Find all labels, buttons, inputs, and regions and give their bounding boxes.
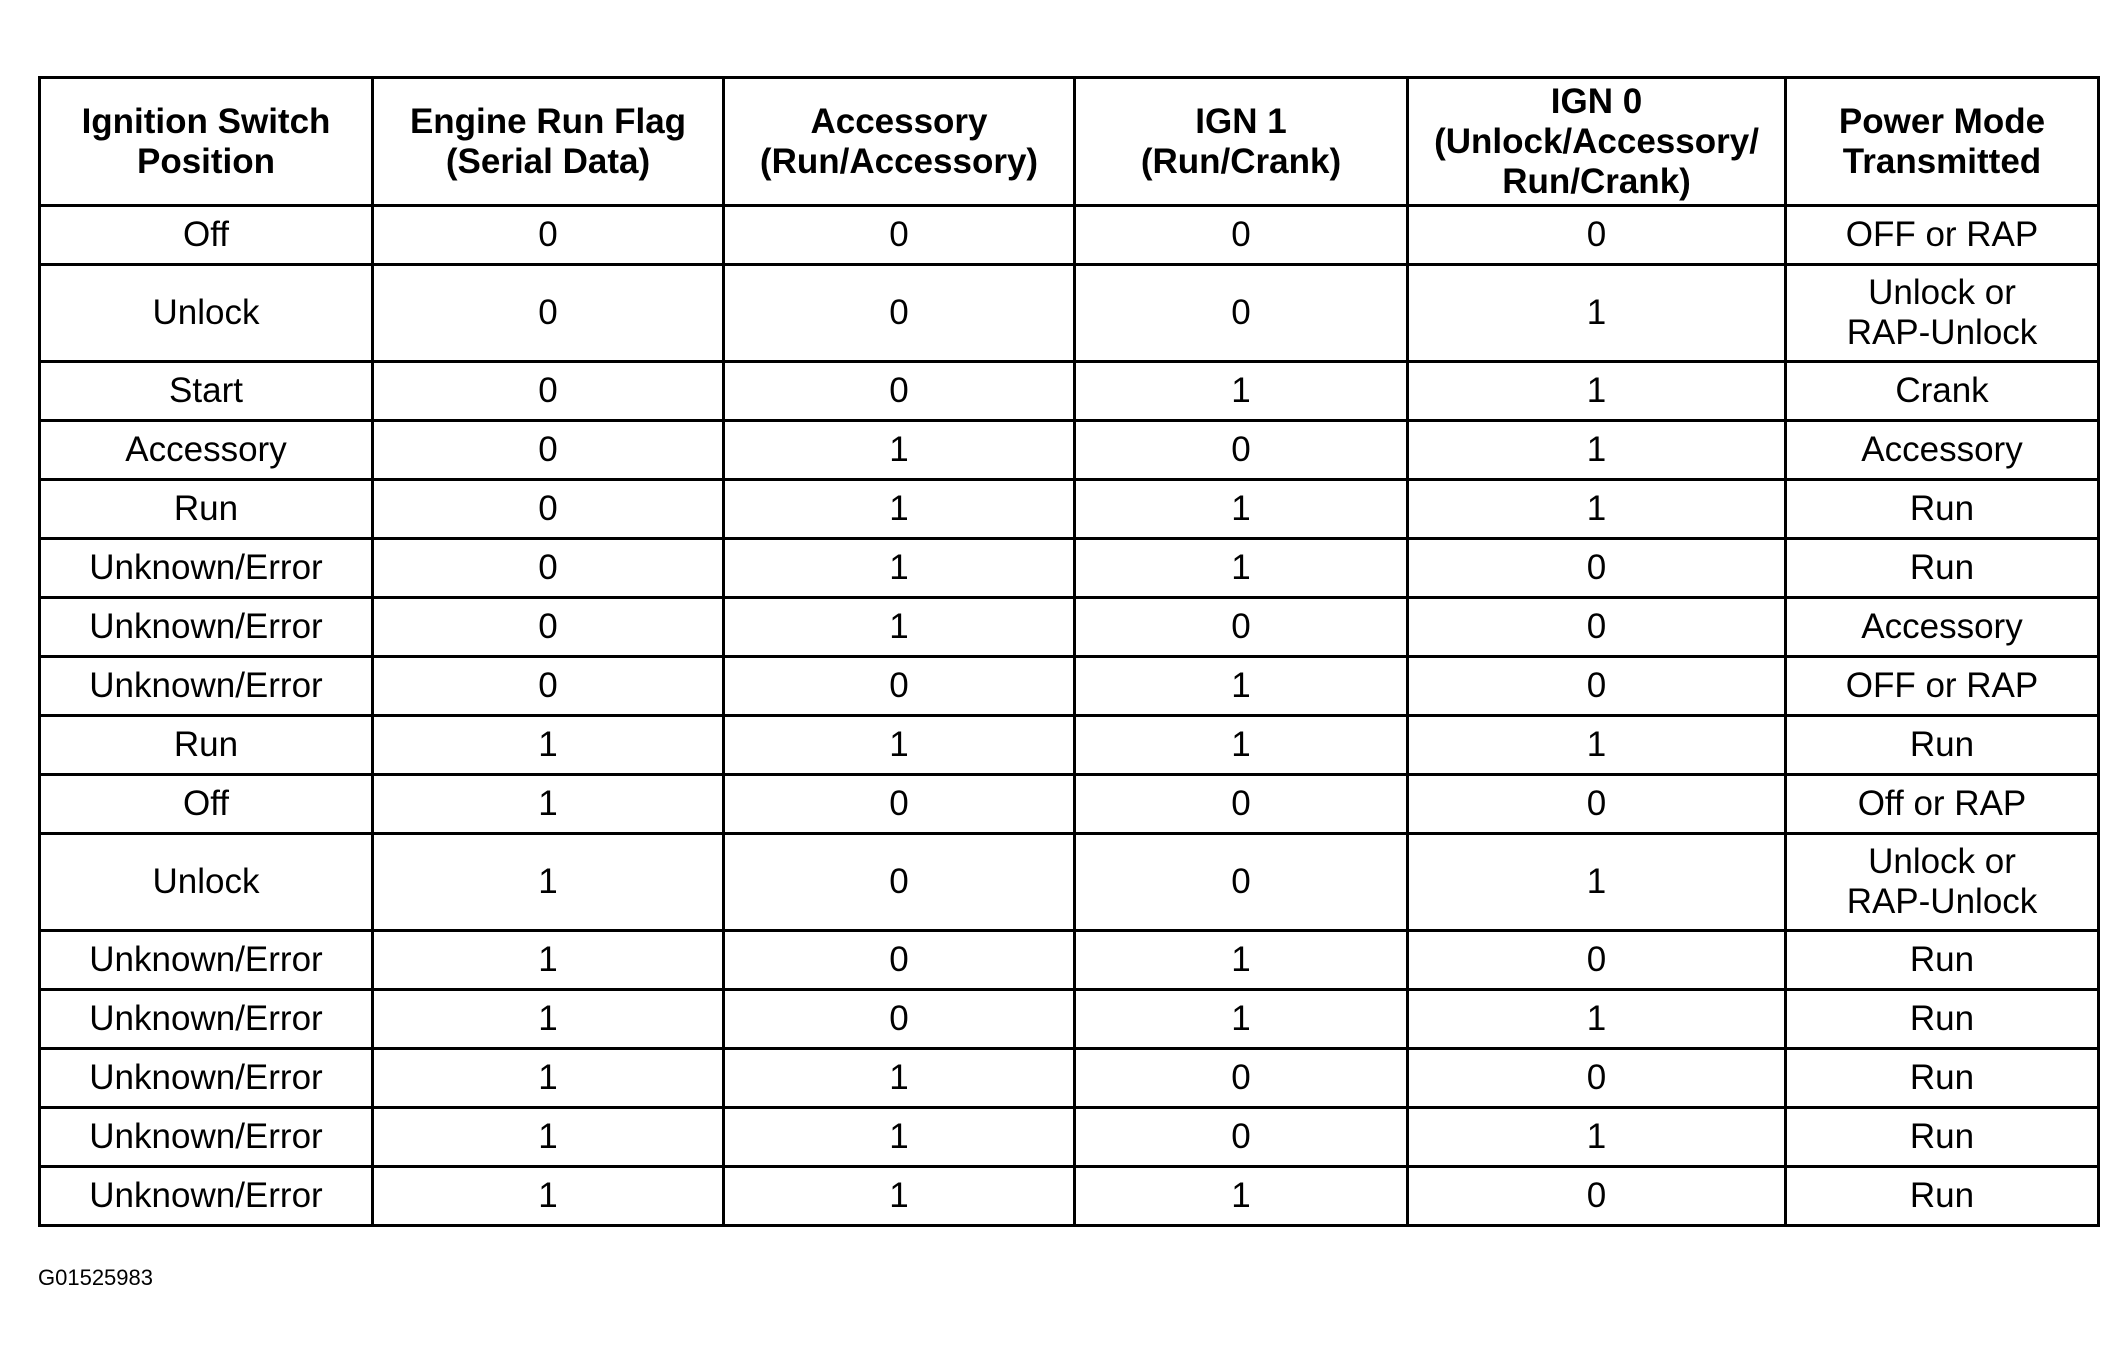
table-cell: 0 bbox=[1075, 1049, 1408, 1108]
table-row bbox=[40, 206, 2099, 265]
table-cell: 1 bbox=[724, 421, 1075, 480]
table-cell: 1 bbox=[373, 716, 724, 775]
table-cell: 1 bbox=[724, 1108, 1075, 1167]
column-header-6 bbox=[1786, 78, 2099, 206]
table-cell: 0 bbox=[1075, 598, 1408, 657]
table-cell: 0 bbox=[724, 931, 1075, 990]
table-cell: Run bbox=[1786, 931, 2099, 990]
table-cell: 0 bbox=[724, 206, 1075, 265]
table-cell: 1 bbox=[1075, 362, 1408, 421]
table-row bbox=[40, 598, 2099, 657]
column-header-2 bbox=[373, 78, 724, 206]
column-header-line: Run/Crank) bbox=[1502, 161, 1691, 201]
table-row bbox=[40, 931, 2099, 990]
table-cell: 0 bbox=[724, 362, 1075, 421]
table-row bbox=[40, 834, 2099, 931]
table-row bbox=[40, 1049, 2099, 1108]
table-cell: Run bbox=[1786, 990, 2099, 1049]
table-cell: Unknown/Error bbox=[40, 657, 373, 716]
table-cell: 0 bbox=[1408, 539, 1786, 598]
table-cell: 0 bbox=[373, 598, 724, 657]
table-cell: 1 bbox=[1075, 657, 1408, 716]
table-row bbox=[40, 990, 2099, 1049]
table-cell: 0 bbox=[373, 480, 724, 539]
column-header-5 bbox=[1408, 78, 1786, 206]
table-row bbox=[40, 1108, 2099, 1167]
table-cell: Unlock bbox=[40, 834, 373, 931]
column-header-4 bbox=[1075, 78, 1408, 206]
table-body bbox=[40, 206, 2099, 1226]
table-cell: 1 bbox=[373, 1108, 724, 1167]
table-row bbox=[40, 539, 2099, 598]
table-cell: Run bbox=[1786, 1049, 2099, 1108]
table-row bbox=[40, 716, 2099, 775]
table-cell: Off or RAP bbox=[1786, 775, 2099, 834]
column-header-1 bbox=[40, 78, 373, 206]
column-header-line: Position bbox=[136, 141, 276, 181]
table-cell: 0 bbox=[1075, 421, 1408, 480]
table-cell: 0 bbox=[373, 362, 724, 421]
table-cell: Off bbox=[40, 206, 373, 265]
table-cell: 1 bbox=[724, 1049, 1075, 1108]
table-row bbox=[40, 362, 2099, 421]
table-row bbox=[40, 480, 2099, 539]
column-header-line: IGN 1 bbox=[1195, 101, 1287, 141]
table-cell: Accessory bbox=[1786, 421, 2099, 480]
table-cell: 0 bbox=[724, 775, 1075, 834]
cell-line: Unlock or bbox=[1868, 842, 2016, 881]
table-cell: 0 bbox=[1075, 775, 1408, 834]
table-cell: Run bbox=[1786, 480, 2099, 539]
column-header-line: (Run/Accessory) bbox=[759, 141, 1039, 181]
table-cell: 1 bbox=[373, 775, 724, 834]
column-header-line: Engine Run Flag bbox=[409, 101, 687, 141]
table-cell: 1 bbox=[1075, 931, 1408, 990]
table-cell: Unknown/Error bbox=[40, 1108, 373, 1167]
table-cell: Unknown/Error bbox=[40, 990, 373, 1049]
figure-id: G01525983 bbox=[38, 1265, 153, 1290]
table-cell: 1 bbox=[1408, 1108, 1786, 1167]
table-cell: 0 bbox=[1075, 834, 1408, 931]
table-cell: 1 bbox=[724, 716, 1075, 775]
table-row bbox=[40, 775, 2099, 834]
table-cell: Start bbox=[40, 362, 373, 421]
table-cell: 1 bbox=[1408, 265, 1786, 362]
column-header-line: (Run/Crank) bbox=[1140, 141, 1342, 181]
table-cell: 0 bbox=[1408, 1049, 1786, 1108]
table-row bbox=[40, 657, 2099, 716]
table-cell: 0 bbox=[373, 657, 724, 716]
table-cell: 0 bbox=[373, 421, 724, 480]
table-cell: 0 bbox=[1408, 931, 1786, 990]
table-cell: Run bbox=[1786, 1108, 2099, 1167]
table-cell bbox=[1786, 265, 2099, 362]
table-cell: 1 bbox=[1408, 834, 1786, 931]
table-cell: 0 bbox=[373, 539, 724, 598]
ignition-power-mode-table bbox=[38, 76, 2100, 1227]
table-cell: 0 bbox=[1408, 598, 1786, 657]
table-cell: 0 bbox=[1075, 1108, 1408, 1167]
table-cell: 0 bbox=[1408, 1167, 1786, 1226]
cell-line: Unlock or bbox=[1868, 273, 2016, 312]
table-cell: Unknown/Error bbox=[40, 931, 373, 990]
ignition-power-mode-table-container bbox=[38, 76, 2097, 1227]
cell-line: RAP-Unlock bbox=[1846, 882, 2038, 921]
table-cell: Accessory bbox=[40, 421, 373, 480]
table-cell: Run bbox=[1786, 539, 2099, 598]
table-row bbox=[40, 1167, 2099, 1226]
table-cell: 0 bbox=[373, 206, 724, 265]
table-cell: Unknown/Error bbox=[40, 1167, 373, 1226]
column-header-line: IGN 0 bbox=[1550, 81, 1643, 121]
table-cell: 1 bbox=[1075, 716, 1408, 775]
table-cell: 0 bbox=[1408, 206, 1786, 265]
table-cell: Unlock bbox=[40, 265, 373, 362]
table-cell: 1 bbox=[373, 1049, 724, 1108]
table-cell: 0 bbox=[1408, 657, 1786, 716]
table-cell: 1 bbox=[1408, 362, 1786, 421]
table-row bbox=[40, 421, 2099, 480]
table-cell: 1 bbox=[724, 598, 1075, 657]
table-cell: 1 bbox=[1408, 990, 1786, 1049]
table-cell: 0 bbox=[724, 265, 1075, 362]
table-cell: 0 bbox=[724, 657, 1075, 716]
table-cell: 1 bbox=[1075, 480, 1408, 539]
table-cell: 1 bbox=[1408, 421, 1786, 480]
table-cell: 0 bbox=[1075, 206, 1408, 265]
column-header-line: Transmitted bbox=[1842, 141, 2042, 181]
table-cell: 1 bbox=[724, 480, 1075, 539]
table-header bbox=[40, 78, 2099, 206]
table-cell: 1 bbox=[1408, 480, 1786, 539]
table-row bbox=[40, 265, 2099, 362]
table-cell: Run bbox=[1786, 716, 2099, 775]
table-cell: Accessory bbox=[1786, 598, 2099, 657]
table-cell: 1 bbox=[724, 539, 1075, 598]
cell-line: RAP-Unlock bbox=[1846, 313, 2038, 352]
table-cell: 1 bbox=[1075, 539, 1408, 598]
table-cell bbox=[1786, 834, 2099, 931]
column-header-line: (Serial Data) bbox=[445, 141, 651, 181]
table-cell: Run bbox=[40, 716, 373, 775]
table-cell: OFF or RAP bbox=[1786, 206, 2099, 265]
table-cell: Unknown/Error bbox=[40, 539, 373, 598]
table-cell: 1 bbox=[1408, 716, 1786, 775]
table-cell: 1 bbox=[1075, 990, 1408, 1049]
column-header-line: Ignition Switch bbox=[81, 101, 331, 141]
header-row bbox=[40, 78, 2099, 206]
table-cell: 1 bbox=[1075, 1167, 1408, 1226]
table-cell: 0 bbox=[1408, 775, 1786, 834]
table-cell: Unknown/Error bbox=[40, 1049, 373, 1108]
table-cell: Off bbox=[40, 775, 373, 834]
column-header-line: Accessory bbox=[810, 101, 988, 141]
table-cell: 1 bbox=[373, 990, 724, 1049]
table-cell: 0 bbox=[373, 265, 724, 362]
column-header-3 bbox=[724, 78, 1075, 206]
table-cell: 0 bbox=[724, 834, 1075, 931]
table-cell: OFF or RAP bbox=[1786, 657, 2099, 716]
table-cell: Run bbox=[40, 480, 373, 539]
table-cell: Crank bbox=[1786, 362, 2099, 421]
table-cell: 1 bbox=[373, 834, 724, 931]
table-cell: 1 bbox=[724, 1167, 1075, 1226]
table-cell: 1 bbox=[373, 1167, 724, 1226]
column-header-line: (Unlock/Accessory/ bbox=[1434, 121, 1759, 161]
table-cell: 0 bbox=[1075, 265, 1408, 362]
table-cell: 0 bbox=[724, 990, 1075, 1049]
table-cell: Unknown/Error bbox=[40, 598, 373, 657]
table-cell: 1 bbox=[373, 931, 724, 990]
column-header-line: Power Mode bbox=[1838, 101, 2046, 141]
table-cell: Run bbox=[1786, 1167, 2099, 1226]
